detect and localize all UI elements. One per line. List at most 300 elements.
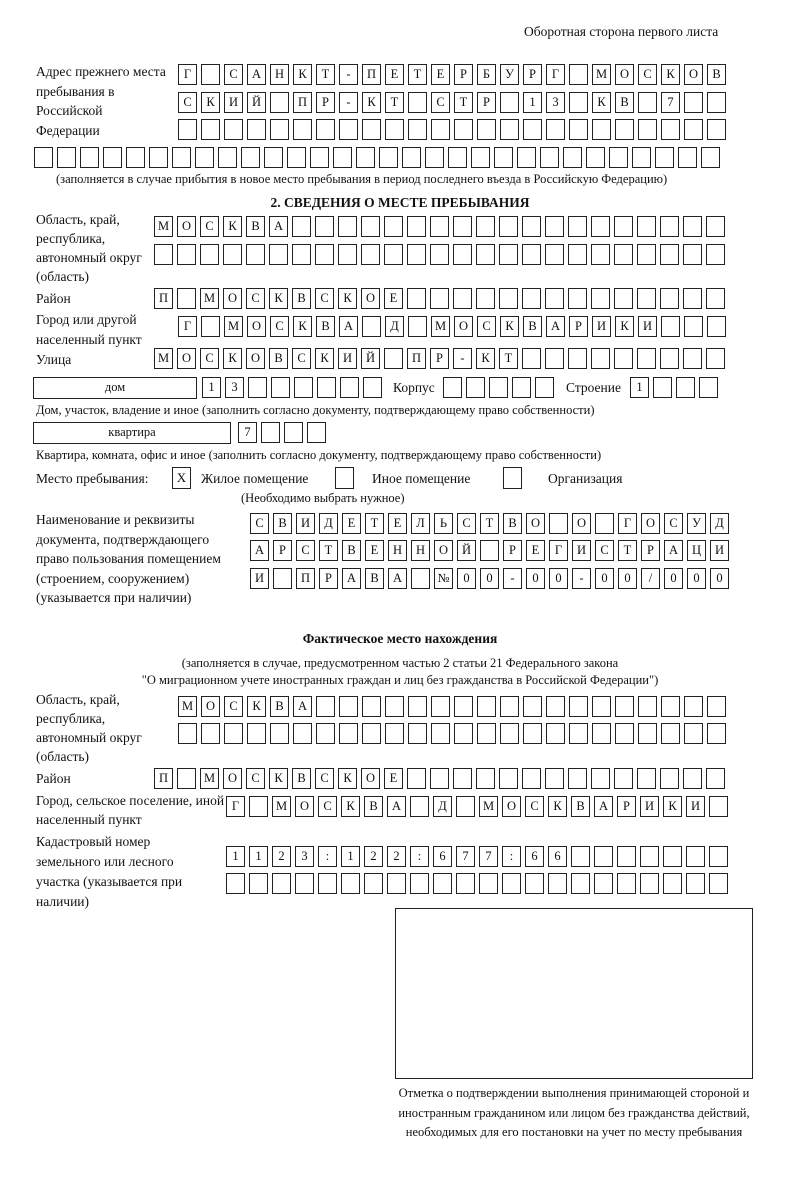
char-cell[interactable]: : xyxy=(410,846,429,867)
char-cell[interactable] xyxy=(384,216,403,237)
char-cell[interactable] xyxy=(499,244,518,265)
char-cell[interactable] xyxy=(292,244,311,265)
char-cell[interactable]: С xyxy=(457,513,476,534)
char-cell[interactable]: Т xyxy=(319,540,338,561)
char-cell[interactable] xyxy=(408,92,427,113)
char-cell[interactable] xyxy=(315,244,334,265)
char-cell[interactable]: О xyxy=(684,64,703,85)
char-cell[interactable] xyxy=(707,92,726,113)
char-cell[interactable]: О xyxy=(434,540,453,561)
char-cell[interactable]: 7 xyxy=(479,846,498,867)
char-cell[interactable] xyxy=(660,768,679,789)
char-cell[interactable] xyxy=(224,119,243,140)
char-cell[interactable]: Н xyxy=(411,540,430,561)
char-cell[interactable] xyxy=(270,723,289,744)
char-cell[interactable] xyxy=(638,119,657,140)
char-cell[interactable] xyxy=(568,288,587,309)
char-cell[interactable] xyxy=(287,147,306,168)
char-cell[interactable] xyxy=(356,147,375,168)
char-cell[interactable] xyxy=(663,873,682,894)
char-cell[interactable] xyxy=(499,288,518,309)
char-cell[interactable]: К xyxy=(223,216,242,237)
char-cell[interactable]: Ь xyxy=(434,513,453,534)
char-cell[interactable]: Г xyxy=(546,64,565,85)
char-cell[interactable] xyxy=(453,768,472,789)
char-cell[interactable] xyxy=(270,119,289,140)
char-cell[interactable] xyxy=(261,422,280,443)
char-cell[interactable]: О xyxy=(502,796,521,817)
char-cell[interactable]: Р xyxy=(477,92,496,113)
char-cell[interactable]: Р xyxy=(523,64,542,85)
char-cell[interactable] xyxy=(594,873,613,894)
char-cell[interactable] xyxy=(638,723,657,744)
char-cell[interactable]: Й xyxy=(361,348,380,369)
char-cell[interactable] xyxy=(178,119,197,140)
char-cell[interactable]: Е xyxy=(365,540,384,561)
char-cell[interactable] xyxy=(545,244,564,265)
char-cell[interactable]: М xyxy=(272,796,291,817)
char-cell[interactable]: Т xyxy=(480,513,499,534)
char-cell[interactable] xyxy=(653,377,672,398)
char-cell[interactable] xyxy=(637,768,656,789)
char-cell[interactable] xyxy=(433,873,452,894)
char-cell[interactable]: И xyxy=(592,316,611,337)
char-cell[interactable]: А xyxy=(339,316,358,337)
char-cell[interactable]: - xyxy=(339,92,358,113)
char-cell[interactable]: 0 xyxy=(710,568,729,589)
char-cell[interactable]: С xyxy=(178,92,197,113)
char-cell[interactable]: К xyxy=(500,316,519,337)
char-cell[interactable] xyxy=(660,216,679,237)
char-cell[interactable]: В xyxy=(270,696,289,717)
char-cell[interactable]: С xyxy=(664,513,683,534)
char-cell[interactable] xyxy=(591,244,610,265)
char-cell[interactable]: М xyxy=(154,348,173,369)
char-cell[interactable] xyxy=(477,723,496,744)
char-cell[interactable] xyxy=(385,696,404,717)
char-cell[interactable]: С xyxy=(200,216,219,237)
char-cell[interactable]: П xyxy=(154,768,173,789)
char-cell[interactable] xyxy=(591,288,610,309)
char-cell[interactable] xyxy=(385,119,404,140)
char-cell[interactable]: Р xyxy=(617,796,636,817)
char-cell[interactable]: Н xyxy=(270,64,289,85)
char-cell[interactable]: 0 xyxy=(687,568,706,589)
char-cell[interactable] xyxy=(637,288,656,309)
char-cell[interactable]: Г xyxy=(618,513,637,534)
char-cell[interactable] xyxy=(609,147,628,168)
char-cell[interactable]: 0 xyxy=(457,568,476,589)
char-cell[interactable] xyxy=(295,873,314,894)
char-cell[interactable] xyxy=(271,377,290,398)
char-cell[interactable] xyxy=(569,696,588,717)
char-cell[interactable] xyxy=(517,147,536,168)
char-cell[interactable] xyxy=(454,119,473,140)
char-cell[interactable] xyxy=(361,216,380,237)
char-cell[interactable]: С xyxy=(315,288,334,309)
char-cell[interactable] xyxy=(379,147,398,168)
char-cell[interactable]: О xyxy=(526,513,545,534)
char-cell[interactable] xyxy=(522,244,541,265)
char-cell[interactable] xyxy=(522,768,541,789)
char-cell[interactable] xyxy=(384,244,403,265)
char-cell[interactable] xyxy=(678,147,697,168)
char-cell[interactable] xyxy=(316,119,335,140)
char-cell[interactable] xyxy=(638,92,657,113)
char-cell[interactable] xyxy=(80,147,99,168)
char-cell[interactable]: Л xyxy=(411,513,430,534)
char-cell[interactable] xyxy=(614,288,633,309)
char-cell[interactable] xyxy=(247,723,266,744)
char-cell[interactable]: П xyxy=(293,92,312,113)
char-cell[interactable]: Р xyxy=(454,64,473,85)
char-cell[interactable] xyxy=(466,377,485,398)
char-cell[interactable] xyxy=(707,316,726,337)
char-cell[interactable] xyxy=(218,147,237,168)
char-cell[interactable] xyxy=(571,846,590,867)
char-cell[interactable] xyxy=(684,723,703,744)
char-cell[interactable]: Т xyxy=(365,513,384,534)
char-cell[interactable]: И xyxy=(224,92,243,113)
char-cell[interactable] xyxy=(456,873,475,894)
char-cell[interactable]: Г xyxy=(226,796,245,817)
char-cell[interactable]: 0 xyxy=(664,568,683,589)
char-cell[interactable] xyxy=(545,768,564,789)
char-cell[interactable]: Т xyxy=(385,92,404,113)
char-cell[interactable]: Е xyxy=(385,64,404,85)
char-cell[interactable]: Е xyxy=(342,513,361,534)
char-cell[interactable] xyxy=(591,216,610,237)
char-cell[interactable]: А xyxy=(664,540,683,561)
char-cell[interactable]: И xyxy=(638,316,657,337)
char-cell[interactable] xyxy=(661,696,680,717)
char-cell[interactable] xyxy=(563,147,582,168)
char-cell[interactable] xyxy=(456,796,475,817)
char-cell[interactable] xyxy=(545,288,564,309)
char-cell[interactable] xyxy=(226,873,245,894)
char-cell[interactable]: Н xyxy=(388,540,407,561)
char-cell[interactable] xyxy=(661,723,680,744)
char-cell[interactable]: А xyxy=(250,540,269,561)
char-cell[interactable] xyxy=(701,147,720,168)
char-cell[interactable]: М xyxy=(479,796,498,817)
char-cell[interactable]: : xyxy=(502,846,521,867)
char-cell[interactable] xyxy=(614,244,633,265)
char-cell[interactable] xyxy=(411,568,430,589)
char-cell[interactable] xyxy=(317,377,336,398)
char-cell[interactable] xyxy=(522,348,541,369)
char-cell[interactable] xyxy=(684,316,703,337)
char-cell[interactable] xyxy=(683,768,702,789)
char-cell[interactable]: К xyxy=(661,64,680,85)
char-cell[interactable] xyxy=(177,768,196,789)
char-cell[interactable] xyxy=(707,696,726,717)
char-cell[interactable] xyxy=(430,288,449,309)
char-cell[interactable] xyxy=(293,723,312,744)
char-cell[interactable] xyxy=(410,873,429,894)
char-cell[interactable] xyxy=(195,147,214,168)
char-cell[interactable]: 7 xyxy=(238,422,257,443)
char-cell[interactable]: 1 xyxy=(226,846,245,867)
char-cell[interactable]: К xyxy=(338,768,357,789)
char-cell[interactable]: С xyxy=(638,64,657,85)
char-cell[interactable]: К xyxy=(362,92,381,113)
char-cell[interactable] xyxy=(512,377,531,398)
char-cell[interactable] xyxy=(499,216,518,237)
char-cell[interactable] xyxy=(499,768,518,789)
char-cell[interactable] xyxy=(489,377,508,398)
char-cell[interactable]: К xyxy=(201,92,220,113)
char-cell[interactable] xyxy=(480,540,499,561)
char-cell[interactable]: М xyxy=(592,64,611,85)
char-cell[interactable]: К xyxy=(341,796,360,817)
char-cell[interactable]: В xyxy=(273,513,292,534)
char-cell[interactable] xyxy=(617,873,636,894)
char-cell[interactable] xyxy=(502,873,521,894)
char-cell[interactable] xyxy=(522,216,541,237)
char-cell[interactable] xyxy=(407,288,426,309)
char-cell[interactable] xyxy=(201,119,220,140)
char-cell[interactable]: 1 xyxy=(523,92,542,113)
char-cell[interactable] xyxy=(592,696,611,717)
char-cell[interactable]: № xyxy=(434,568,453,589)
char-cell[interactable]: К xyxy=(315,348,334,369)
char-cell[interactable]: Р xyxy=(430,348,449,369)
char-cell[interactable] xyxy=(706,216,725,237)
char-cell[interactable] xyxy=(637,348,656,369)
char-cell[interactable] xyxy=(523,723,542,744)
char-cell[interactable]: К xyxy=(269,288,288,309)
char-cell[interactable]: О xyxy=(454,316,473,337)
char-cell[interactable] xyxy=(430,244,449,265)
char-cell[interactable] xyxy=(425,147,444,168)
char-cell[interactable] xyxy=(57,147,76,168)
char-cell[interactable] xyxy=(684,119,703,140)
char-cell[interactable]: И xyxy=(686,796,705,817)
char-cell[interactable]: В xyxy=(246,216,265,237)
char-cell[interactable]: Р xyxy=(641,540,660,561)
char-cell[interactable] xyxy=(614,768,633,789)
char-cell[interactable]: Д xyxy=(710,513,729,534)
char-cell[interactable] xyxy=(272,873,291,894)
char-cell[interactable] xyxy=(408,696,427,717)
char-cell[interactable]: В xyxy=(571,796,590,817)
char-cell[interactable]: С xyxy=(246,768,265,789)
char-cell[interactable] xyxy=(549,513,568,534)
char-cell[interactable] xyxy=(660,288,679,309)
char-cell[interactable] xyxy=(338,216,357,237)
stay-checkbox-other[interactable] xyxy=(335,467,354,489)
char-cell[interactable]: Р xyxy=(273,540,292,561)
char-cell[interactable]: С xyxy=(595,540,614,561)
char-cell[interactable]: Т xyxy=(618,540,637,561)
char-cell[interactable] xyxy=(569,92,588,113)
char-cell[interactable]: 2 xyxy=(387,846,406,867)
char-cell[interactable]: И xyxy=(338,348,357,369)
char-cell[interactable] xyxy=(363,377,382,398)
char-cell[interactable] xyxy=(592,723,611,744)
char-cell[interactable] xyxy=(522,288,541,309)
char-cell[interactable] xyxy=(315,216,334,237)
char-cell[interactable] xyxy=(339,723,358,744)
char-cell[interactable]: С xyxy=(224,696,243,717)
char-cell[interactable] xyxy=(569,119,588,140)
char-cell[interactable] xyxy=(523,119,542,140)
char-cell[interactable] xyxy=(471,147,490,168)
char-cell[interactable] xyxy=(339,696,358,717)
char-cell[interactable]: У xyxy=(500,64,519,85)
char-cell[interactable] xyxy=(525,873,544,894)
char-cell[interactable] xyxy=(201,316,220,337)
char-cell[interactable]: 2 xyxy=(364,846,383,867)
char-cell[interactable] xyxy=(477,119,496,140)
char-cell[interactable]: О xyxy=(223,768,242,789)
char-cell[interactable]: А xyxy=(342,568,361,589)
char-cell[interactable]: С xyxy=(200,348,219,369)
char-cell[interactable]: 1 xyxy=(202,377,221,398)
char-cell[interactable] xyxy=(410,796,429,817)
char-cell[interactable] xyxy=(684,92,703,113)
char-cell[interactable] xyxy=(385,723,404,744)
char-cell[interactable]: Й xyxy=(457,540,476,561)
char-cell[interactable] xyxy=(500,92,519,113)
char-cell[interactable] xyxy=(548,873,567,894)
char-cell[interactable]: С xyxy=(525,796,544,817)
char-cell[interactable] xyxy=(200,244,219,265)
char-cell[interactable] xyxy=(706,288,725,309)
char-cell[interactable]: 1 xyxy=(249,846,268,867)
stay-checkbox-organization[interactable] xyxy=(503,467,522,489)
char-cell[interactable]: Г xyxy=(178,316,197,337)
char-cell[interactable] xyxy=(640,873,659,894)
char-cell[interactable] xyxy=(294,377,313,398)
char-cell[interactable] xyxy=(223,244,242,265)
char-cell[interactable] xyxy=(431,723,450,744)
char-cell[interactable]: Б xyxy=(477,64,496,85)
char-cell[interactable]: 7 xyxy=(661,92,680,113)
char-cell[interactable] xyxy=(201,64,220,85)
char-cell[interactable] xyxy=(201,723,220,744)
char-cell[interactable] xyxy=(454,723,473,744)
char-cell[interactable]: М xyxy=(154,216,173,237)
char-cell[interactable]: 0 xyxy=(549,568,568,589)
char-cell[interactable]: В xyxy=(523,316,542,337)
char-cell[interactable] xyxy=(523,696,542,717)
char-cell[interactable] xyxy=(615,696,634,717)
char-cell[interactable] xyxy=(362,696,381,717)
char-cell[interactable] xyxy=(568,216,587,237)
char-cell[interactable]: Е xyxy=(526,540,545,561)
char-cell[interactable] xyxy=(494,147,513,168)
char-cell[interactable] xyxy=(476,244,495,265)
char-cell[interactable] xyxy=(273,568,292,589)
char-cell[interactable]: Т xyxy=(454,92,473,113)
char-cell[interactable] xyxy=(476,768,495,789)
char-cell[interactable] xyxy=(535,377,554,398)
char-cell[interactable]: О xyxy=(572,513,591,534)
char-cell[interactable]: С xyxy=(292,348,311,369)
char-cell[interactable] xyxy=(318,873,337,894)
char-cell[interactable] xyxy=(684,696,703,717)
char-cell[interactable]: О xyxy=(295,796,314,817)
char-cell[interactable]: А xyxy=(388,568,407,589)
char-cell[interactable]: Е xyxy=(384,768,403,789)
char-cell[interactable] xyxy=(661,119,680,140)
char-cell[interactable] xyxy=(407,768,426,789)
house-type-field[interactable]: дом xyxy=(33,377,197,399)
char-cell[interactable] xyxy=(241,147,260,168)
char-cell[interactable]: 2 xyxy=(272,846,291,867)
char-cell[interactable]: В xyxy=(292,768,311,789)
char-cell[interactable] xyxy=(614,348,633,369)
stay-checkbox-residential[interactable]: X xyxy=(172,467,191,489)
char-cell[interactable]: Ц xyxy=(687,540,706,561)
char-cell[interactable] xyxy=(362,119,381,140)
char-cell[interactable] xyxy=(479,873,498,894)
char-cell[interactable]: П xyxy=(407,348,426,369)
char-cell[interactable]: : xyxy=(318,846,337,867)
char-cell[interactable]: К xyxy=(663,796,682,817)
char-cell[interactable] xyxy=(709,796,728,817)
char-cell[interactable]: Р xyxy=(319,568,338,589)
char-cell[interactable]: Р xyxy=(569,316,588,337)
char-cell[interactable] xyxy=(709,873,728,894)
char-cell[interactable]: 6 xyxy=(433,846,452,867)
char-cell[interactable] xyxy=(594,846,613,867)
char-cell[interactable] xyxy=(545,216,564,237)
char-cell[interactable]: В xyxy=(365,568,384,589)
char-cell[interactable] xyxy=(568,244,587,265)
char-cell[interactable] xyxy=(448,147,467,168)
char-cell[interactable]: О xyxy=(246,348,265,369)
char-cell[interactable] xyxy=(638,696,657,717)
char-cell[interactable]: М xyxy=(200,768,219,789)
char-cell[interactable]: / xyxy=(641,568,660,589)
char-cell[interactable] xyxy=(402,147,421,168)
char-cell[interactable]: Д xyxy=(319,513,338,534)
char-cell[interactable] xyxy=(149,147,168,168)
char-cell[interactable]: О xyxy=(641,513,660,534)
char-cell[interactable] xyxy=(661,316,680,337)
char-cell[interactable] xyxy=(362,723,381,744)
char-cell[interactable] xyxy=(264,147,283,168)
char-cell[interactable]: В xyxy=(269,348,288,369)
char-cell[interactable]: П xyxy=(296,568,315,589)
char-cell[interactable] xyxy=(177,288,196,309)
char-cell[interactable]: 6 xyxy=(548,846,567,867)
char-cell[interactable]: А xyxy=(293,696,312,717)
char-cell[interactable] xyxy=(126,147,145,168)
char-cell[interactable] xyxy=(248,377,267,398)
char-cell[interactable]: В xyxy=(503,513,522,534)
char-cell[interactable]: В xyxy=(316,316,335,337)
char-cell[interactable] xyxy=(361,244,380,265)
char-cell[interactable] xyxy=(676,377,695,398)
char-cell[interactable] xyxy=(362,316,381,337)
char-cell[interactable]: П xyxy=(362,64,381,85)
char-cell[interactable] xyxy=(249,873,268,894)
char-cell[interactable] xyxy=(477,696,496,717)
char-cell[interactable]: А xyxy=(546,316,565,337)
char-cell[interactable]: А xyxy=(247,64,266,85)
char-cell[interactable] xyxy=(683,348,702,369)
char-cell[interactable]: Р xyxy=(316,92,335,113)
char-cell[interactable] xyxy=(270,92,289,113)
char-cell[interactable]: 0 xyxy=(526,568,545,589)
char-cell[interactable] xyxy=(443,377,462,398)
char-cell[interactable] xyxy=(660,244,679,265)
char-cell[interactable]: К xyxy=(476,348,495,369)
